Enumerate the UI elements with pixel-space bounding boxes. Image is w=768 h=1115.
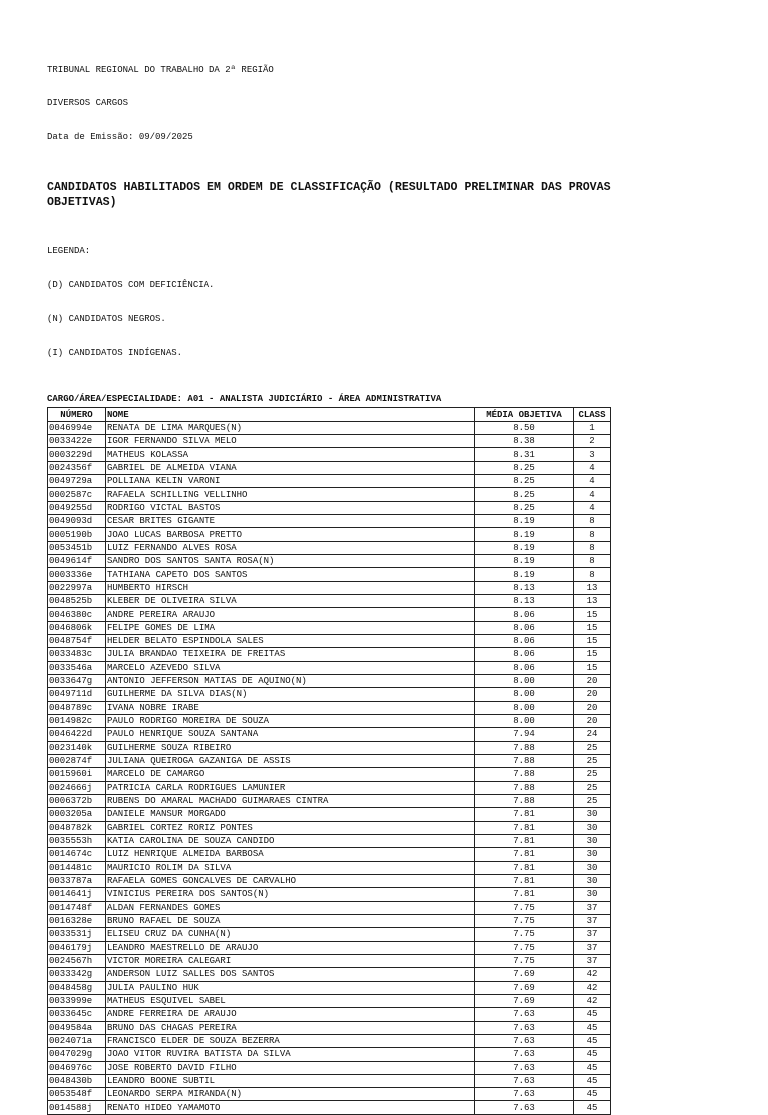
cell-class: 45 <box>574 1021 611 1034</box>
cell-class: 20 <box>574 674 611 687</box>
table-row <box>48 621 611 634</box>
cell-class: 4 <box>574 475 611 488</box>
cell-media: 7.63 <box>475 1021 574 1034</box>
table-row <box>48 688 611 701</box>
cell-media: 8.19 <box>475 528 574 541</box>
cell-nome: VICTOR MOREIRA CALEGARI <box>106 954 475 967</box>
cell-class: 37 <box>574 914 611 927</box>
cell-nome: BRUNO DAS CHAGAS PEREIRA <box>106 1021 475 1034</box>
cell-media: 7.69 <box>475 981 574 994</box>
table-row <box>48 874 611 887</box>
cell-nome: FELIPE GOMES DE LIMA <box>106 621 475 634</box>
column-header-numero: NÚMERO <box>48 408 106 421</box>
table-row <box>48 1101 611 1114</box>
cell-nome: MARCELO AZEVEDO SILVA <box>106 661 475 674</box>
table-row <box>48 981 611 994</box>
cell-nome: IVANA NOBRE IRABE <box>106 701 475 714</box>
table-row <box>48 661 611 674</box>
table-row <box>48 914 611 927</box>
table-row <box>48 794 611 807</box>
table-row <box>48 781 611 794</box>
cell-nome: LUIZ HENRIQUE ALMEIDA BARBOSA <box>106 848 475 861</box>
table-row <box>48 714 611 727</box>
table-row <box>48 568 611 581</box>
cell-media: 8.25 <box>475 475 574 488</box>
cell-nome: MAURICIO ROLIM DA SILVA <box>106 861 475 874</box>
cell-nome: LUIZ FERNANDO ALVES ROSA <box>106 541 475 554</box>
legend <box>47 223 687 381</box>
table-row <box>48 928 611 941</box>
cell-media: 7.81 <box>475 888 574 901</box>
legend-item-indigenas: (I) CANDIDATOS INDÍGENAS. <box>47 347 183 358</box>
cell-nome: GABRIEL CORTEZ RORIZ PONTES <box>106 821 475 834</box>
cell-media: 8.50 <box>475 421 574 434</box>
cell-class: 25 <box>574 768 611 781</box>
cell-media: 7.88 <box>475 754 574 767</box>
cell-media: 8.00 <box>475 688 574 701</box>
table-row <box>48 888 611 901</box>
cell-class: 45 <box>574 1101 611 1114</box>
table-row <box>48 701 611 714</box>
table-row <box>48 608 611 621</box>
cell-numero: 0024071a <box>48 1034 106 1047</box>
cell-numero: 0024356f <box>48 461 106 474</box>
cell-nome: BRUNO RAFAEL DE SOUZA <box>106 914 475 927</box>
cell-numero: 0024567h <box>48 954 106 967</box>
cell-nome: LEANDRO BOONE SUBTIL <box>106 1074 475 1087</box>
cell-nome: HELDER BELATO ESPINDOLA SALES <box>106 635 475 648</box>
cell-class: 45 <box>574 1034 611 1047</box>
table-row <box>48 528 611 541</box>
cell-media: 8.06 <box>475 621 574 634</box>
cell-class: 30 <box>574 861 611 874</box>
cell-nome: JOAO LUCAS BARBOSA PRETTO <box>106 528 475 541</box>
cell-class: 45 <box>574 1088 611 1101</box>
table-row <box>48 968 611 981</box>
cell-numero: 0049093d <box>48 515 106 528</box>
cell-class: 24 <box>574 728 611 741</box>
cell-class: 37 <box>574 901 611 914</box>
cell-numero: 0049255d <box>48 501 106 514</box>
cell-class: 37 <box>574 954 611 967</box>
cell-media: 8.19 <box>475 555 574 568</box>
cell-numero: 0002587c <box>48 488 106 501</box>
table-header-row <box>48 408 611 421</box>
cell-nome: POLLIANA KELIN VARONI <box>106 475 475 488</box>
table-row <box>48 1034 611 1047</box>
cell-numero: 0048430b <box>48 1074 106 1087</box>
cell-media: 7.94 <box>475 728 574 741</box>
cell-media: 7.88 <box>475 741 574 754</box>
cell-class: 45 <box>574 1048 611 1061</box>
cell-nome: JULIANA QUEIROGA GAZANIGA DE ASSIS <box>106 754 475 767</box>
cell-class: 8 <box>574 528 611 541</box>
cell-class: 42 <box>574 994 611 1007</box>
cell-class: 45 <box>574 1061 611 1074</box>
table-row <box>48 821 611 834</box>
cell-nome: GUILHERME DA SILVA DIAS(N) <box>106 688 475 701</box>
cell-class: 30 <box>574 808 611 821</box>
cell-class: 8 <box>574 515 611 528</box>
table-row <box>48 754 611 767</box>
cell-numero: 0049729a <box>48 475 106 488</box>
cell-class: 30 <box>574 874 611 887</box>
cell-nome: ANDRE FERREIRA DE ARAUJO <box>106 1008 475 1021</box>
cell-numero: 0033787a <box>48 874 106 887</box>
cell-nome: KLEBER DE OLIVEIRA SILVA <box>106 595 475 608</box>
table-row <box>48 581 611 594</box>
cell-nome: JULIA BRANDAO TEIXEIRA DE FREITAS <box>106 648 475 661</box>
cell-class: 4 <box>574 461 611 474</box>
cell-media: 8.38 <box>475 435 574 448</box>
document-header <box>47 42 687 166</box>
column-header-class: CLASS <box>574 408 611 421</box>
cell-media: 7.63 <box>475 1061 574 1074</box>
cell-numero: 0003205a <box>48 808 106 821</box>
cell-nome: PATRICIA CARLA RODRIGUES LAMUNIER <box>106 781 475 794</box>
cell-numero: 0033999e <box>48 994 106 1007</box>
results-table <box>47 407 611 1114</box>
cell-media: 7.63 <box>475 1101 574 1114</box>
cell-numero: 0024666j <box>48 781 106 794</box>
table-row <box>48 488 611 501</box>
table-row <box>48 1048 611 1061</box>
cell-numero: 0016328e <box>48 914 106 927</box>
cell-media: 7.81 <box>475 808 574 821</box>
cell-class: 37 <box>574 928 611 941</box>
cell-class: 20 <box>574 714 611 727</box>
cell-media: 8.19 <box>475 541 574 554</box>
cell-nome: RAFAELA GOMES GONCALVES DE CARVALHO <box>106 874 475 887</box>
cell-class: 25 <box>574 741 611 754</box>
cell-nome: GABRIEL DE ALMEIDA VIANA <box>106 461 475 474</box>
cell-nome: JOAO VITOR RUVIRA BATISTA DA SILVA <box>106 1048 475 1061</box>
cell-media: 7.63 <box>475 1088 574 1101</box>
cell-media: 8.13 <box>475 581 574 594</box>
cell-nome: MARCELO DE CAMARGO <box>106 768 475 781</box>
cell-numero: 0033483c <box>48 648 106 661</box>
cell-nome: ANDERSON LUIZ SALLES DOS SANTOS <box>106 968 475 981</box>
cell-nome: SANDRO DOS SANTOS SANTA ROSA(N) <box>106 555 475 568</box>
cell-numero: 0046806k <box>48 621 106 634</box>
cell-media: 8.06 <box>475 648 574 661</box>
table-row <box>48 808 611 821</box>
cell-numero: 0023140k <box>48 741 106 754</box>
table-row <box>48 541 611 554</box>
cell-media: 7.63 <box>475 1034 574 1047</box>
cell-media: 8.19 <box>475 515 574 528</box>
cell-media: 7.88 <box>475 768 574 781</box>
cell-numero: 0033422e <box>48 435 106 448</box>
table-row <box>48 635 611 648</box>
cell-nome: JOSE ROBERTO DAVID FILHO <box>106 1061 475 1074</box>
cell-media: 8.00 <box>475 674 574 687</box>
cell-numero: 0014641j <box>48 888 106 901</box>
cell-media: 7.81 <box>475 834 574 847</box>
table-row <box>48 1008 611 1021</box>
cargos-label: DIVERSOS CARGOS <box>47 98 129 109</box>
cell-class: 3 <box>574 448 611 461</box>
cell-media: 7.81 <box>475 821 574 834</box>
cell-numero: 0048525b <box>48 595 106 608</box>
cell-numero: 0006372b <box>48 794 106 807</box>
cell-numero: 0048754f <box>48 635 106 648</box>
cell-nome: ANDRE PEREIRA ARAUJO <box>106 608 475 621</box>
cell-numero: 0048458g <box>48 981 106 994</box>
table-row <box>48 941 611 954</box>
cell-nome: ELISEU CRUZ DA CUNHA(N) <box>106 928 475 941</box>
cell-class: 15 <box>574 661 611 674</box>
cell-class: 4 <box>574 501 611 514</box>
cell-media: 8.25 <box>475 501 574 514</box>
cargo-heading: CARGO/ÁREA/ESPECIALIDADE: A01 - ANALISTA JUDICIÁRIO - ÁREA ADMINISTRATIVA <box>47 394 442 405</box>
cell-media: 8.13 <box>475 595 574 608</box>
table-body <box>48 421 611 1114</box>
cell-nome: JULIA PAULINO HUK <box>106 981 475 994</box>
cell-nome: RAFAELA SCHILLING VELLINHO <box>106 488 475 501</box>
table-row <box>48 741 611 754</box>
cell-nome: DANIELE MANSUR MORGADO <box>106 808 475 821</box>
cell-class: 20 <box>574 688 611 701</box>
cell-numero: 0015960i <box>48 768 106 781</box>
emission-date: Data de Emissão: 09/09/2025 <box>47 132 193 143</box>
cell-nome: CESAR BRITES GIGANTE <box>106 515 475 528</box>
cell-media: 8.00 <box>475 701 574 714</box>
cell-numero: 0048782k <box>48 821 106 834</box>
cell-class: 15 <box>574 648 611 661</box>
cell-nome: IGOR FERNANDO SILVA MELO <box>106 435 475 448</box>
table-row <box>48 674 611 687</box>
cell-media: 7.75 <box>475 901 574 914</box>
cell-numero: 0014982c <box>48 714 106 727</box>
cell-class: 30 <box>574 888 611 901</box>
cell-media: 7.63 <box>475 1074 574 1087</box>
cell-class: 25 <box>574 781 611 794</box>
document-title: CANDIDATOS HABILITADOS EM ORDEM DE CLASSIFICAÇÃO (RESULTADO PRELIMINAR DAS PROVAS OBJETIVAS) <box>47 181 611 209</box>
table-row <box>48 1021 611 1034</box>
cell-numero: 0003336e <box>48 568 106 581</box>
cell-media: 7.88 <box>475 781 574 794</box>
cell-numero: 0014674c <box>48 848 106 861</box>
cell-numero: 0049584a <box>48 1021 106 1034</box>
cell-media: 7.69 <box>475 994 574 1007</box>
cell-numero: 0046994e <box>48 421 106 434</box>
table-row <box>48 901 611 914</box>
column-header-media: MÉDIA OBJETIVA <box>475 408 574 421</box>
cell-class: 30 <box>574 834 611 847</box>
cell-nome: MATHEUS KOLASSA <box>106 448 475 461</box>
cell-class: 37 <box>574 941 611 954</box>
cell-nome: RENATA DE LIMA MARQUES(N) <box>106 421 475 434</box>
cell-numero: 0003229d <box>48 448 106 461</box>
cell-class: 15 <box>574 635 611 648</box>
cell-media: 8.00 <box>475 714 574 727</box>
cell-numero: 0022997a <box>48 581 106 594</box>
table-row <box>48 421 611 434</box>
legend-item-deficiencia: (D) CANDIDATOS COM DEFICIÊNCIA. <box>47 279 215 290</box>
cell-nome: MATHEUS ESQUIVEL SABEL <box>106 994 475 1007</box>
cell-class: 25 <box>574 794 611 807</box>
cell-media: 8.25 <box>475 488 574 501</box>
cell-numero: 0033645c <box>48 1008 106 1021</box>
table-row <box>48 994 611 1007</box>
cell-media: 7.63 <box>475 1048 574 1061</box>
cell-nome: RODRIGO VICTAL BASTOS <box>106 501 475 514</box>
cell-media: 7.75 <box>475 928 574 941</box>
cell-numero: 0035553h <box>48 834 106 847</box>
cell-numero: 0002874f <box>48 754 106 767</box>
cell-nome: TATHIANA CAPETO DOS SANTOS <box>106 568 475 581</box>
cell-class: 45 <box>574 1074 611 1087</box>
cell-class: 30 <box>574 821 611 834</box>
table-row <box>48 475 611 488</box>
cell-media: 7.75 <box>475 914 574 927</box>
cell-nome: PAULO HENRIQUE SOUZA SANTANA <box>106 728 475 741</box>
table-row <box>48 595 611 608</box>
cell-class: 15 <box>574 608 611 621</box>
cell-class: 13 <box>574 581 611 594</box>
cell-numero: 0014748f <box>48 901 106 914</box>
cell-nome: RUBENS DO AMARAL MACHADO GUIMARAES CINTRA <box>106 794 475 807</box>
cell-class: 45 <box>574 1008 611 1021</box>
cell-media: 8.19 <box>475 568 574 581</box>
cell-nome: ALDAN FERNANDES GOMES <box>106 901 475 914</box>
cell-nome: RENATO HIDEO YAMAMOTO <box>106 1101 475 1114</box>
table-row <box>48 848 611 861</box>
cell-media: 8.25 <box>475 461 574 474</box>
table-row <box>48 515 611 528</box>
cell-media: 7.81 <box>475 874 574 887</box>
cell-class: 2 <box>574 435 611 448</box>
cell-numero: 0033531j <box>48 928 106 941</box>
table-row <box>48 861 611 874</box>
tribunal-name: TRIBUNAL REGIONAL DO TRABALHO DA 2ª REGIÃO <box>47 64 274 75</box>
cell-class: 42 <box>574 968 611 981</box>
table-row <box>48 555 611 568</box>
cell-nome: LEANDRO MAESTRELLO DE ARAUJO <box>106 941 475 954</box>
cell-media: 7.81 <box>475 848 574 861</box>
table-row <box>48 954 611 967</box>
table-row <box>48 501 611 514</box>
cell-numero: 0033342g <box>48 968 106 981</box>
cell-numero: 0049711d <box>48 688 106 701</box>
document-page <box>47 42 687 1115</box>
cell-media: 8.06 <box>475 661 574 674</box>
cell-numero: 0046422d <box>48 728 106 741</box>
cell-class: 1 <box>574 421 611 434</box>
cell-nome: FRANCISCO ELDER DE SOUZA BEZERRA <box>106 1034 475 1047</box>
cell-class: 42 <box>574 981 611 994</box>
table-row <box>48 1074 611 1087</box>
table-row <box>48 1088 611 1101</box>
cell-numero: 0033647g <box>48 674 106 687</box>
cell-numero: 0033546a <box>48 661 106 674</box>
table-row <box>48 461 611 474</box>
cell-class: 13 <box>574 595 611 608</box>
cell-media: 7.88 <box>475 794 574 807</box>
table-row <box>48 435 611 448</box>
legend-item-negros: (N) CANDIDATOS NEGROS. <box>47 313 166 324</box>
cell-class: 15 <box>574 621 611 634</box>
legend-heading: LEGENDA: <box>47 245 91 256</box>
cell-class: 8 <box>574 555 611 568</box>
column-header-nome: NOME <box>106 408 475 421</box>
cell-numero: 0053451b <box>48 541 106 554</box>
cell-media: 8.06 <box>475 608 574 621</box>
table-row <box>48 728 611 741</box>
cell-nome: VINICIUS PEREIRA DOS SANTOS(N) <box>106 888 475 901</box>
cell-class: 20 <box>574 701 611 714</box>
cell-numero: 0046976c <box>48 1061 106 1074</box>
cell-media: 7.75 <box>475 941 574 954</box>
cell-numero: 0053548f <box>48 1088 106 1101</box>
cell-numero: 0047029g <box>48 1048 106 1061</box>
table-row <box>48 834 611 847</box>
cell-nome: LEONARDO SERPA MIRANDA(N) <box>106 1088 475 1101</box>
cell-media: 8.31 <box>475 448 574 461</box>
cell-media: 7.63 <box>475 1008 574 1021</box>
cell-nome: HUMBERTO HIRSCH <box>106 581 475 594</box>
cell-class: 4 <box>574 488 611 501</box>
cell-nome: GUILHERME SOUZA RIBEIRO <box>106 741 475 754</box>
cell-numero: 0048789c <box>48 701 106 714</box>
cell-media: 7.69 <box>475 968 574 981</box>
cell-numero: 0005190b <box>48 528 106 541</box>
cell-class: 8 <box>574 568 611 581</box>
cell-numero: 0014588j <box>48 1101 106 1114</box>
cell-numero: 0049614f <box>48 555 106 568</box>
cell-class: 30 <box>574 848 611 861</box>
table-row <box>48 768 611 781</box>
cell-class: 8 <box>574 541 611 554</box>
cell-media: 7.81 <box>475 861 574 874</box>
cell-nome: KATIA CAROLINA DE SOUZA CANDIDO <box>106 834 475 847</box>
cell-numero: 0046380c <box>48 608 106 621</box>
cell-nome: PAULO RODRIGO MOREIRA DE SOUZA <box>106 714 475 727</box>
table-row <box>48 1061 611 1074</box>
cell-media: 7.75 <box>475 954 574 967</box>
cell-nome: ANTONIO JEFFERSON MATIAS DE AQUINO(N) <box>106 674 475 687</box>
cell-numero: 0046179j <box>48 941 106 954</box>
cell-class: 25 <box>574 754 611 767</box>
table-row <box>48 448 611 461</box>
cell-numero: 0014481c <box>48 861 106 874</box>
cell-media: 8.06 <box>475 635 574 648</box>
table-row <box>48 648 611 661</box>
